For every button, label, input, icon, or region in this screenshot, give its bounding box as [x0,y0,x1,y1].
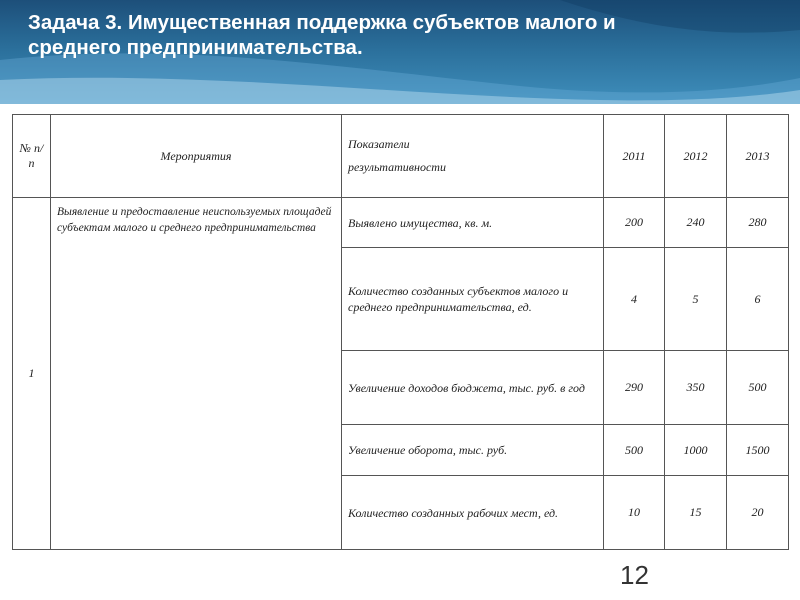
header-indicators [342,115,604,198]
value-2011: 4 [604,248,665,351]
header-actions: Мероприятия [51,115,342,198]
value-2011: 500 [604,425,665,476]
header-indicators-line1: Показатели [348,137,410,151]
value-2012: 240 [665,198,727,248]
value-2013: 1500 [727,425,789,476]
indicator-name: Количество созданных рабочих мест, ед. [342,476,604,550]
header-indicators-line2: результативности [348,160,446,174]
slide-title: Задача 3. Имущественная поддержка субъектов малого и среднего предпринимательства. [28,11,616,59]
results-table [12,114,789,550]
page-number: 12 [620,560,649,590]
header-year-2011: 2011 [604,115,665,198]
table-header-row [13,115,789,198]
title-banner [0,0,800,104]
indicator-name: Выявлено имущества, кв. м. [342,198,604,248]
value-2012: 15 [665,476,727,550]
header-number: № п/п [13,115,51,198]
table-row [13,198,789,248]
value-2013: 6 [727,248,789,351]
header-year-2013: 2013 [727,115,789,198]
value-2011: 290 [604,351,665,425]
value-2013: 500 [727,351,789,425]
header-year-2012: 2012 [665,115,727,198]
indicator-name: Увеличение оборота, тыс. руб. [342,425,604,476]
value-2013: 20 [727,476,789,550]
value-2012: 5 [665,248,727,351]
row-number: 1 [13,198,51,550]
value-2011: 200 [604,198,665,248]
value-2012: 1000 [665,425,727,476]
value-2013: 280 [727,198,789,248]
indicator-name: Количество созданных субъектов малого и среднего предпринимательства, ед. [342,248,604,351]
indicator-name: Увеличение доходов бюджета, тыс. руб. в год [342,351,604,425]
value-2011: 10 [604,476,665,550]
value-2012: 350 [665,351,727,425]
action-description: Выявление и предоставление неиспользуемых площадей субъектам малого и среднего предпринимательства [51,198,342,550]
